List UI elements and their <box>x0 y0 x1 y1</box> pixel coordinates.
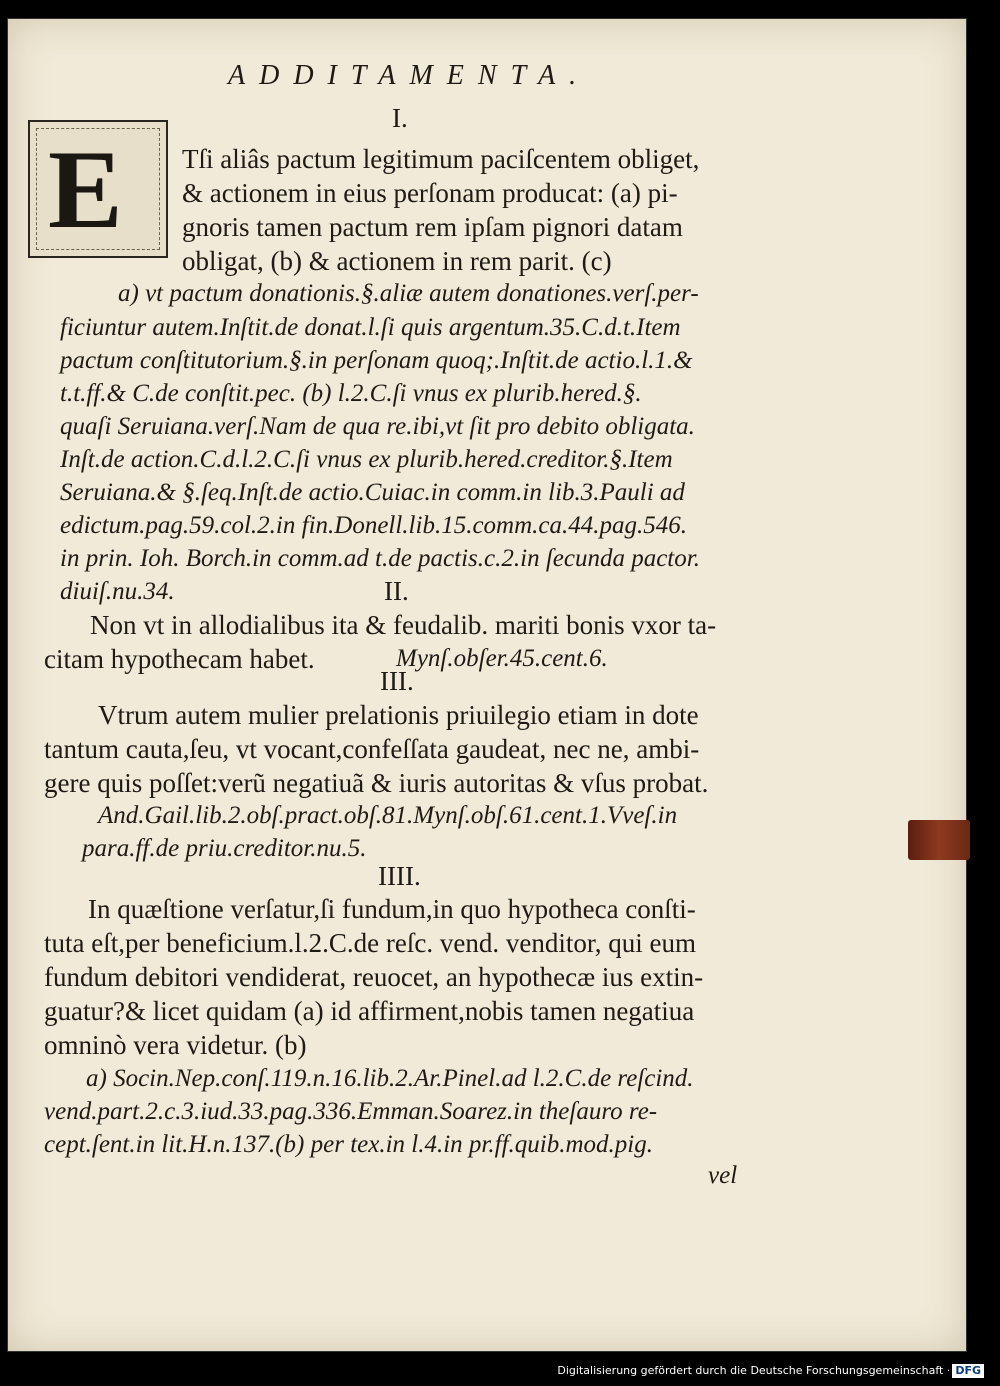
footnote-line: ficiuntur autem.Inſtit.de donat.l.ſi quis argentum.35.C.d.t.Item <box>60 314 681 341</box>
section-number-4: IIII. <box>378 861 421 891</box>
paragraph-line: gere quis poſſet:verũ negatiuã & iuris autoritas & vſus probat. <box>44 768 709 798</box>
paragraph-line: omninò vera videtur. (b) <box>44 1030 307 1060</box>
footnote-line: para.ff.de priu.creditor.nu.5. <box>82 835 367 862</box>
credit-text: Digitalisierung gefördert durch die Deutsche Forschungsgemeinschaft · <box>557 1364 951 1377</box>
section-number-2: II. <box>384 576 409 606</box>
footnote-line: pactum conſtitutorium.§.in perſonam quoq;.Inſtit.de actio.l.1.& <box>60 347 693 374</box>
section-number-1: I. <box>392 103 408 133</box>
paragraph-line: Non vt in allodialibus ita & feudalib. mariti bonis vxor ta- <box>90 610 717 640</box>
running-header: ADDITAMENTA. <box>228 60 591 91</box>
decorated-initial <box>28 120 168 258</box>
paragraph-line: fundum debitori vendiderat, reuocet, an hypothecæ ius extin- <box>44 962 704 992</box>
section-number-3: III. <box>380 666 414 696</box>
dfg-logo: DFG <box>952 1364 984 1378</box>
paragraph-line: tuta eſt,per beneficium.l.2.C.de reſc. vend. venditor, qui eum <box>44 928 696 958</box>
footnote-line: cept.ſent.in lit.H.n.137.(b) per tex.in l.4.in pr.ff.quib.mod.pig. <box>44 1131 653 1158</box>
paragraph-line: In quæſtione verſatur,ſi fundum,in quo hypotheca conſti- <box>88 894 696 924</box>
footnote-line: a) Socin.Nep.conſ.119.n.16.lib.2.Ar.Pinel.ad l.2.C.de reſcind. <box>86 1065 694 1092</box>
digitization-credit <box>557 1364 984 1378</box>
paragraph-line: Vtrum autem mulier prelationis priuilegio etiam in dote <box>98 700 699 730</box>
footnote-line: diuiſ.nu.34. <box>60 578 175 605</box>
footnote-line: in prin. Ioh. Borch.in comm.ad t.de pactis.c.2.in ſecunda pactor. <box>60 545 700 572</box>
footnote-line: vend.part.2.c.3.iud.33.pag.336.Emman.Soarez.in theſauro re- <box>44 1098 658 1125</box>
footnote-line: Seruiana.& §.ſeq.Inſt.de actio.Cuiac.in comm.in lib.3.Pauli ad <box>60 479 685 506</box>
paragraph-line: guatur?& licet quidam (a) id affirment,nobis tamen negatiua <box>44 996 695 1026</box>
footnote-line: Inſt.de action.C.d.l.2.C.ſi vnus ex plurib.hered.creditor.§.Item <box>60 446 673 473</box>
paragraph-line: & actionem in eius perſonam producat: (a) pi- <box>182 178 678 208</box>
paragraph-line: tantum cauta,ſeu, vt vocant,confeſſata gaudeat, nec ne, ambi- <box>44 734 700 764</box>
citation: Mynſ.obſer.45.cent.6. <box>396 645 608 672</box>
footnote-line: edictum.pag.59.col.2.in fin.Donell.lib.15.comm.ca.44.pag.546. <box>60 512 688 539</box>
footnote-line: And.Gail.lib.2.obſ.pract.obſ.81.Mynſ.obſ.61.cent.1.Vveſ.in <box>98 802 678 829</box>
footnote-line: t.t.ff.& C.de conſtit.pec. (b) l.2.C.ſi vnus ex plurib.hered.§. <box>60 380 642 407</box>
catchword: vel <box>708 1162 738 1189</box>
footnote-line: a) vt pactum donationis.§.aliæ autem donationes.verſ.per- <box>118 280 699 307</box>
paragraph-line: obligat, (b) & actionem in rem parit. (c) <box>182 246 612 276</box>
initial-letter: E <box>48 128 123 252</box>
footnote-line: quaſi Seruiana.verſ.Nam de qua re.ibi,vt ſit pro debito obligata. <box>60 413 695 440</box>
paragraph-line: Tſi aliâs pactum legitimum paciſcentem obliget, <box>182 144 700 174</box>
paragraph-line: citam hypothecam habet. <box>44 644 315 674</box>
paragraph-line: gnoris tamen pactum rem ipſam pignori datam <box>182 212 683 242</box>
